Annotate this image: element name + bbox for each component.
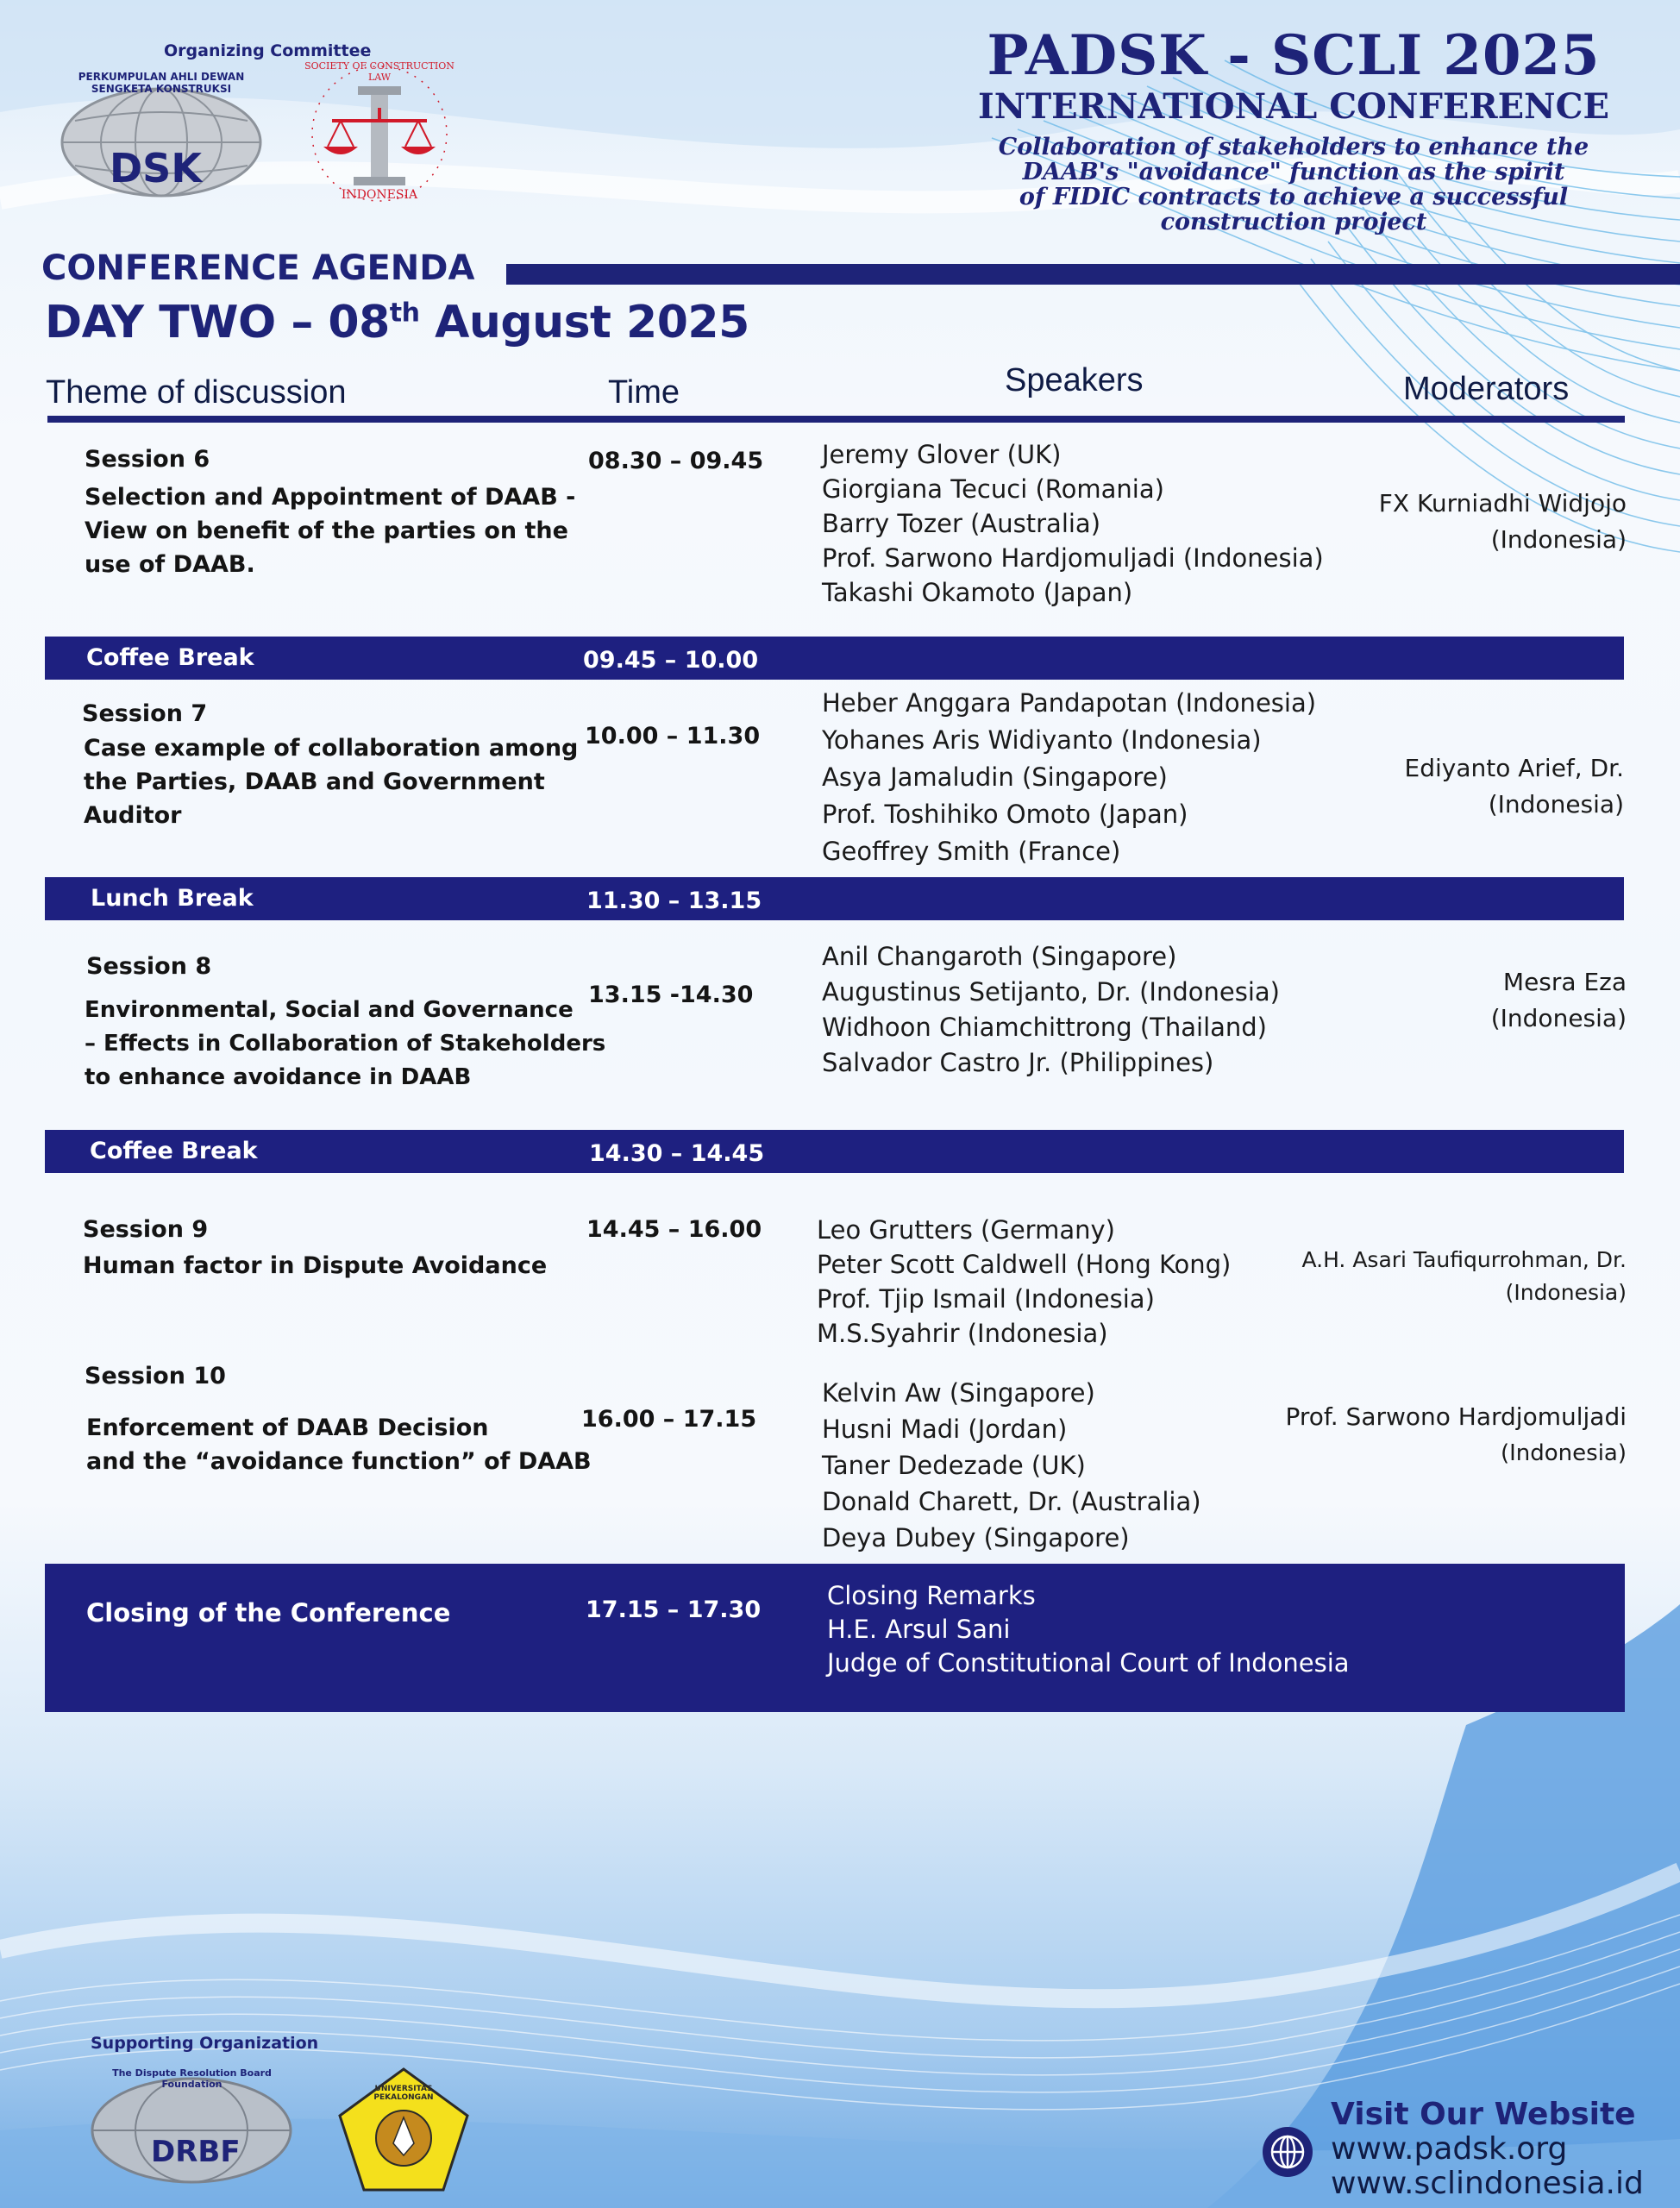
column-header-moderators: Moderators: [1403, 371, 1570, 407]
speaker-list: [822, 437, 1324, 610]
closing-line: Closing Remarks: [827, 1581, 1036, 1610]
website-link[interactable]: www.padsk.org: [1331, 2131, 1568, 2167]
session-time: 14.45 – 16.00: [586, 1216, 762, 1243]
break-time: 14.30 – 14.45: [589, 1140, 765, 1167]
day-title-prefix: DAY TWO – 08: [45, 297, 390, 348]
speaker-list: [822, 685, 1316, 870]
moderator-country: (Indonesia): [1490, 1004, 1627, 1032]
university-logo: [335, 2066, 473, 2195]
session-label: Session 9: [83, 1216, 209, 1243]
break-label: Coffee Break: [86, 644, 254, 671]
session-title-line: Human factor in Dispute Avoidance: [83, 1252, 548, 1279]
session-row: [0, 932, 1680, 1104]
scl-logo: [298, 60, 461, 207]
day-title: [45, 297, 749, 348]
column-header-speakers: Speakers: [1005, 362, 1144, 398]
session-title-line: Selection and Appointment of DAAB -: [85, 484, 576, 511]
dsk-logo-text: DSK: [110, 145, 202, 191]
moderator-name: Mesra Eza: [1502, 968, 1627, 996]
visit-website-label: Visit Our Website: [1331, 2097, 1636, 2132]
closing-line: H.E. Arsul Sani: [827, 1615, 1011, 1644]
break-time: 11.30 – 13.15: [586, 888, 762, 914]
moderator-name: Ediyanto Arief, Dr.: [1404, 754, 1624, 782]
drbf-logo: [86, 2066, 298, 2186]
conference-title-block: [949, 23, 1639, 235]
session-row: [0, 436, 1680, 621]
session-row: [0, 1199, 1680, 1354]
speaker-name: Geoffrey Smith (France): [822, 837, 1121, 866]
speaker-name: Giorgiana Tecuci (Romania): [822, 474, 1164, 504]
session-time: 13.15 -14.30: [588, 982, 754, 1008]
speaker-name: Takashi Okamoto (Japan): [822, 578, 1133, 607]
session-title-line: the Parties, DAAB and Government: [84, 768, 545, 795]
website-link[interactable]: www.sclindonesia.id: [1331, 2166, 1644, 2201]
tagline-line: Collaboration of stakeholders to enhance the: [998, 134, 1589, 160]
coffee-break-bar: [45, 1130, 1624, 1173]
session-time: 08.30 – 09.45: [588, 448, 764, 474]
organizing-committee-label: Organizing Committee: [164, 41, 372, 60]
drbf-logo-arc-text: The Dispute Resolution Board Foundation: [112, 2067, 272, 2090]
header-rule: [47, 416, 1625, 423]
moderator-name: A.H. Asari Taufiqurrohman, Dr.: [1301, 1247, 1627, 1272]
column-header-time: Time: [608, 374, 680, 411]
speaker-name: Prof. Toshihiko Omoto (Japan): [822, 800, 1188, 829]
session-title: [86, 1411, 592, 1478]
moderator-country: (Indonesia): [1500, 1440, 1627, 1466]
scl-logo-arc-text: SOCIETY OF CONSTRUCTION LAW: [304, 60, 454, 83]
drbf-logo-text: DRBF: [151, 2135, 241, 2169]
lunch-break-bar: [45, 877, 1624, 920]
session-title-line: – Effects in Collaboration of Stakeholders: [85, 1031, 606, 1057]
break-time: 09.45 – 10.00: [583, 647, 759, 674]
moderator: [1379, 486, 1627, 558]
speaker-name: Peter Scott Caldwell (Hong Kong): [817, 1250, 1232, 1279]
speaker-name: Leo Grutters (Germany): [817, 1215, 1115, 1245]
coffee-break-bar: [45, 637, 1624, 680]
globe-icon: [1262, 2126, 1313, 2178]
speaker-name: Prof. Tjip Ismail (Indonesia): [817, 1284, 1155, 1314]
moderator-country: (Indonesia): [1505, 1280, 1627, 1305]
session-title-line: View on benefit of the parties on the: [85, 518, 568, 544]
session-title-line: Environmental, Social and Governance: [85, 997, 574, 1023]
tagline-line: construction project: [1160, 209, 1427, 235]
supporting-organization-label: Supporting Organization: [91, 2034, 319, 2053]
speaker-name: Husni Madi (Jordan): [822, 1414, 1068, 1444]
moderator: [1286, 1399, 1627, 1471]
session-title: [85, 480, 575, 581]
session-title: [83, 1249, 547, 1283]
speaker-name: Widhoon Chiamchittrong (Thailand): [822, 1013, 1267, 1042]
moderator-name: Prof. Sarwono Hardjomuljadi: [1285, 1402, 1627, 1431]
speaker-name: Heber Anggara Pandapotan (Indonesia): [822, 688, 1317, 718]
closing-label: Closing of the Conference: [86, 1598, 451, 1628]
speaker-name: Asya Jamaludin (Singapore): [822, 762, 1168, 792]
speaker-name: Barry Tozer (Australia): [822, 509, 1101, 538]
break-label: Coffee Break: [90, 1138, 258, 1164]
session-title-line: Enforcement of DAAB Decision: [86, 1414, 489, 1441]
conference-tagline: [949, 135, 1639, 235]
session-title: [85, 994, 605, 1095]
session-label: Session 10: [85, 1363, 226, 1389]
agenda-label: CONFERENCE AGENDA: [41, 248, 475, 288]
moderator: [1491, 964, 1627, 1037]
session-title-line: Auditor: [84, 802, 182, 829]
tagline-line: of FIDIC contracts to achieve a successful: [1019, 184, 1569, 210]
speaker-name: Yohanes Aris Widiyanto (Indonesia): [822, 725, 1262, 755]
speaker-list: [817, 1213, 1231, 1351]
closing-line: Judge of Constitutional Court of Indonesia: [827, 1648, 1350, 1678]
day-title-suffix: August 2025: [419, 297, 749, 348]
session-time: 10.00 – 11.30: [585, 723, 761, 750]
speaker-name: Salvador Castro Jr. (Philippines): [822, 1048, 1214, 1077]
session-label: Session 7: [82, 700, 208, 727]
speaker-name: Anil Changaroth (Singapore): [822, 942, 1177, 971]
session-title-line: to enhance avoidance in DAAB: [85, 1064, 472, 1090]
speaker-list: [822, 939, 1280, 1081]
tagline-line: DAAB's "avoidance" function as the spirit: [1022, 159, 1565, 185]
session-title: [84, 731, 578, 832]
session-time: 16.00 – 17.15: [581, 1406, 757, 1433]
session-title-line: Case example of collaboration among: [84, 735, 579, 762]
speaker-name: Augustinus Setijanto, Dr. (Indonesia): [822, 977, 1280, 1007]
speaker-name: M.S.Syahrir (Indonesia): [817, 1319, 1108, 1348]
moderator: [1405, 750, 1624, 823]
day-title-sup: th: [389, 298, 420, 329]
website-block: [1331, 2098, 1644, 2201]
speaker-name: Kelvin Aw (Singapore): [822, 1378, 1095, 1408]
scl-logo-sub-text: INDONESIA: [341, 188, 418, 202]
speaker-name: Jeremy Glover (UK): [822, 440, 1062, 469]
session-row: [0, 681, 1680, 875]
session-label: Session 8: [86, 953, 212, 980]
speaker-name: Donald Charett, Dr. (Australia): [822, 1487, 1201, 1516]
moderator-country: (Indonesia): [1490, 525, 1627, 554]
speaker-name: Deya Dubey (Singapore): [822, 1523, 1130, 1552]
conference-subtitle: INTERNATIONAL CONFERENCE: [978, 86, 1609, 127]
speaker-name: Taner Dedezade (UK): [822, 1451, 1086, 1480]
conference-title: PADSK - SCLI 2025: [987, 23, 1601, 88]
session-label: Session 6: [85, 446, 210, 473]
session-row: [0, 1354, 1680, 1552]
moderator-country: (Indonesia): [1488, 790, 1624, 819]
closing-block: [45, 1564, 1625, 1712]
agenda-bar: [506, 264, 1680, 285]
column-header-theme: Theme of discussion: [46, 374, 347, 411]
moderator-name: FX Kurniadhi Widjojo: [1378, 489, 1627, 518]
closing-time: 17.15 – 17.30: [586, 1596, 762, 1623]
break-label: Lunch Break: [91, 885, 254, 912]
session-title-line: use of DAAB.: [85, 551, 255, 578]
dsk-logo-arc-text: PERKUMPULAN AHLI DEWAN SENGKETA KONSTRUKSI: [78, 71, 245, 95]
session-title-line: and the “avoidance function” of DAAB: [86, 1448, 592, 1475]
speaker-name: Prof. Sarwono Hardjomuljadi (Indonesia): [822, 543, 1324, 573]
university-logo-arc-text: UNIVERSITAS PEKALONGAN: [373, 2085, 434, 2102]
moderator: [1301, 1244, 1627, 1309]
dsk-logo: [53, 69, 269, 198]
closing-details: [827, 1579, 1350, 1680]
speaker-list: [822, 1375, 1201, 1556]
